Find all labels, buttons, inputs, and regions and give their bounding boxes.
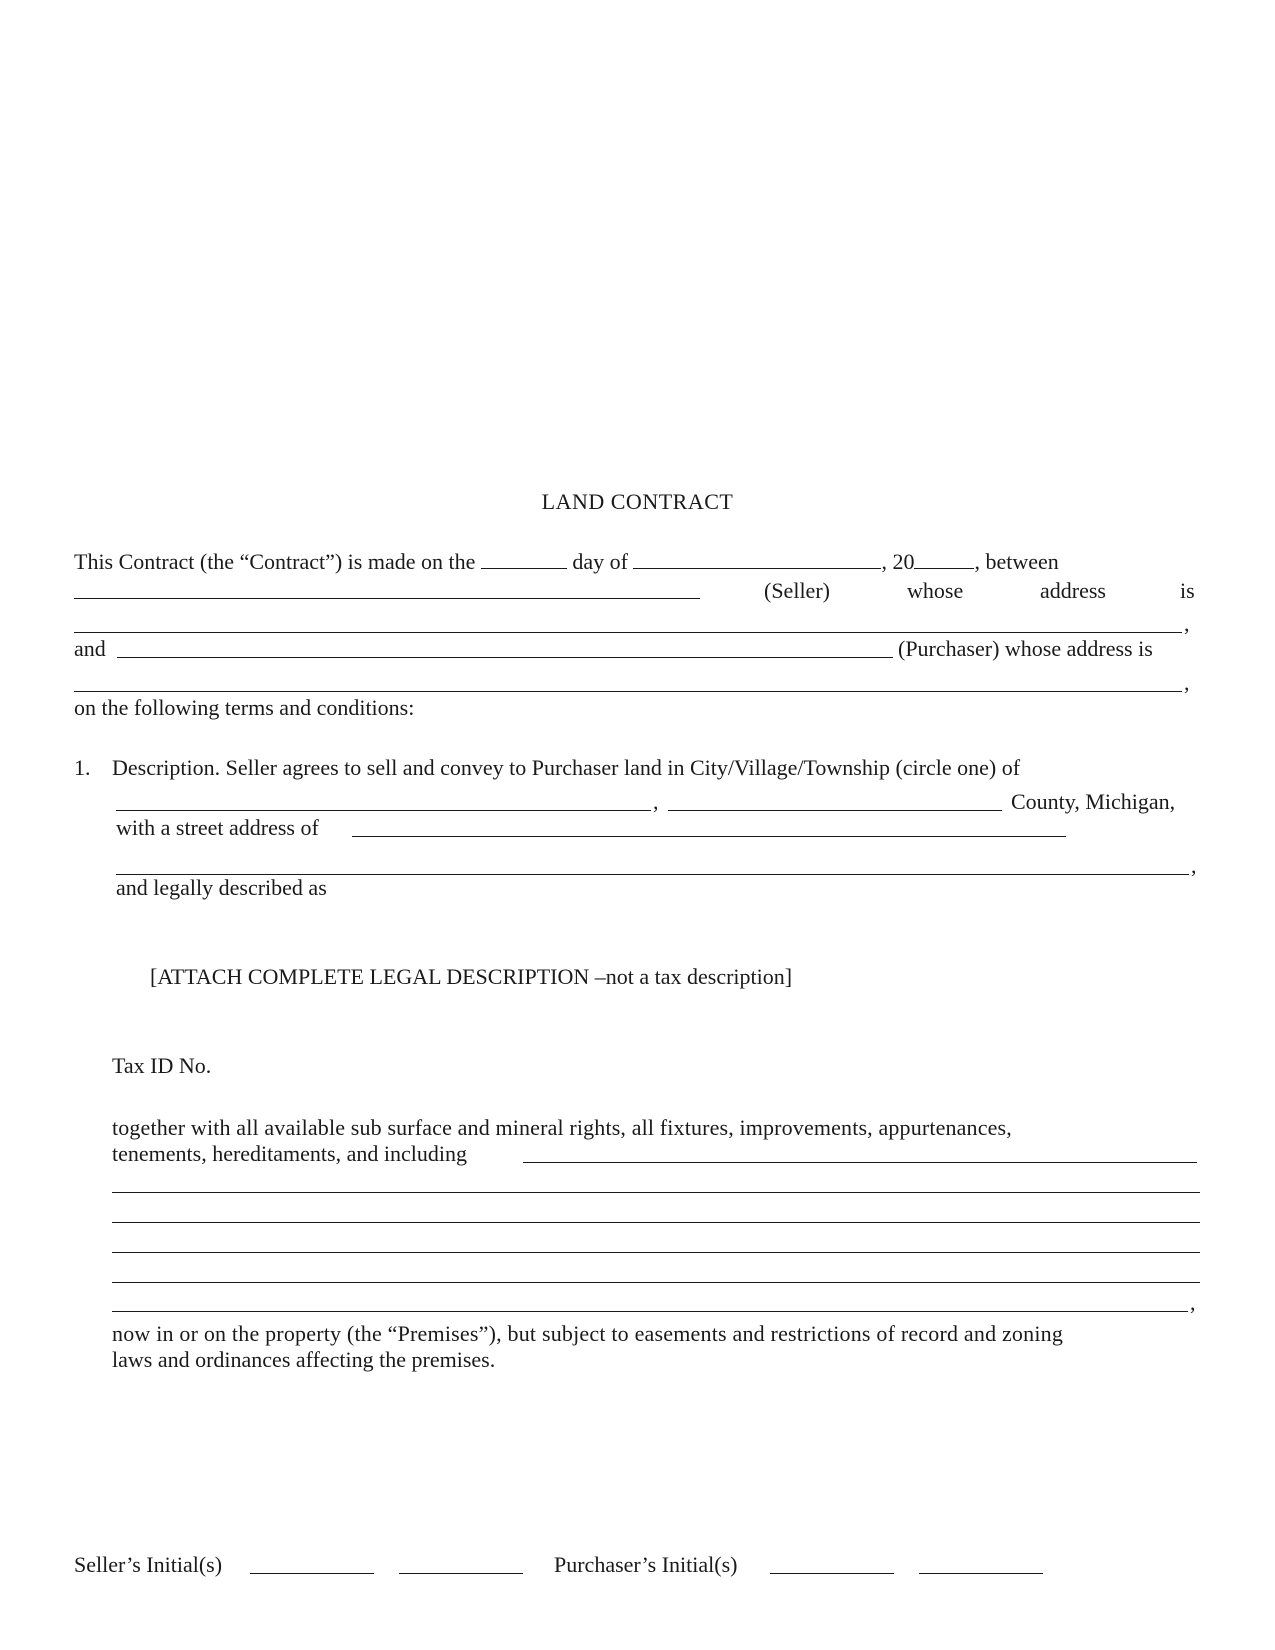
including-line-3[interactable] [112, 1222, 1200, 1223]
street-address-comma: , [1191, 853, 1197, 878]
intro-text-year-prefix: , 20 [881, 549, 915, 574]
purchaser-initial-field-1[interactable] [770, 1573, 894, 1574]
including-line-2[interactable] [112, 1192, 1200, 1193]
intro-line-1 [74, 549, 1059, 575]
intro-address: address [1040, 578, 1106, 603]
purchaser-name-field[interactable] [117, 657, 893, 658]
purchaser-address-field[interactable] [74, 691, 1182, 692]
purchaser-initials-label: Purchaser’s Initial(s) [554, 1552, 738, 1577]
including-comma: , [1190, 1290, 1196, 1315]
attach-legal-description-note: [ATTACH COMPLETE LEGAL DESCRIPTION –not a tax description] [150, 964, 793, 989]
day-field[interactable] [481, 550, 567, 569]
seller-name-field[interactable] [74, 598, 700, 599]
intro-text-between: , between [974, 549, 1059, 574]
including-field[interactable] [523, 1162, 1197, 1163]
county-field[interactable] [668, 810, 1002, 811]
legally-described-label: and legally described as [116, 875, 327, 900]
street-address-field[interactable] [352, 836, 1066, 837]
including-line-6[interactable] [112, 1311, 1188, 1312]
section-1-number: 1. [74, 755, 91, 780]
intro-is: is [1180, 578, 1195, 603]
seller-initial-field-1[interactable] [250, 1573, 374, 1574]
premises-text: now in or on the property (the “Premises”), but subject to easements and restrictions of record and zoning [112, 1321, 1064, 1346]
month-field[interactable] [633, 550, 881, 569]
document-title: LAND CONTRACT [541, 489, 734, 514]
purchaser-clause: (Purchaser) whose address is [898, 636, 1153, 661]
intro-whose: whose [907, 578, 964, 603]
municipality-comma: , [653, 789, 659, 814]
intro-text-day-of: day of [572, 549, 628, 574]
county-label: County, Michigan, [1011, 789, 1176, 814]
seller-address-field[interactable] [74, 632, 1182, 633]
together-with-text: together with all available sub surface and mineral rights, all fixtures, improvements, appurtenances, [112, 1115, 1012, 1140]
purchaser-address-comma: , [1184, 670, 1190, 695]
intro-and: and [74, 636, 106, 661]
terms-line: on the following terms and conditions: [74, 695, 415, 720]
seller-initials-label: Seller’s Initial(s) [74, 1552, 223, 1577]
including-line-4[interactable] [112, 1252, 1200, 1253]
municipality-field[interactable] [116, 810, 651, 811]
section-1-description: Description. Seller agrees to sell and convey to Purchaser land in City/Village/Township (circle one) of [112, 755, 1021, 780]
seller-label: (Seller) [764, 578, 830, 603]
seller-address-comma: , [1184, 611, 1190, 636]
street-address-label: with a street address of [116, 815, 319, 840]
tenements-text: tenements, hereditaments, and including [112, 1141, 467, 1166]
year-field[interactable] [914, 550, 974, 569]
purchaser-initial-field-2[interactable] [919, 1573, 1043, 1574]
intro-text-made-on: This Contract (the “Contract”) is made on the [74, 549, 476, 574]
including-line-5[interactable] [112, 1282, 1200, 1283]
seller-initial-field-2[interactable] [399, 1573, 523, 1574]
tax-id-label: Tax ID No. [112, 1053, 212, 1078]
laws-text: laws and ordinances affecting the premises. [112, 1347, 496, 1372]
